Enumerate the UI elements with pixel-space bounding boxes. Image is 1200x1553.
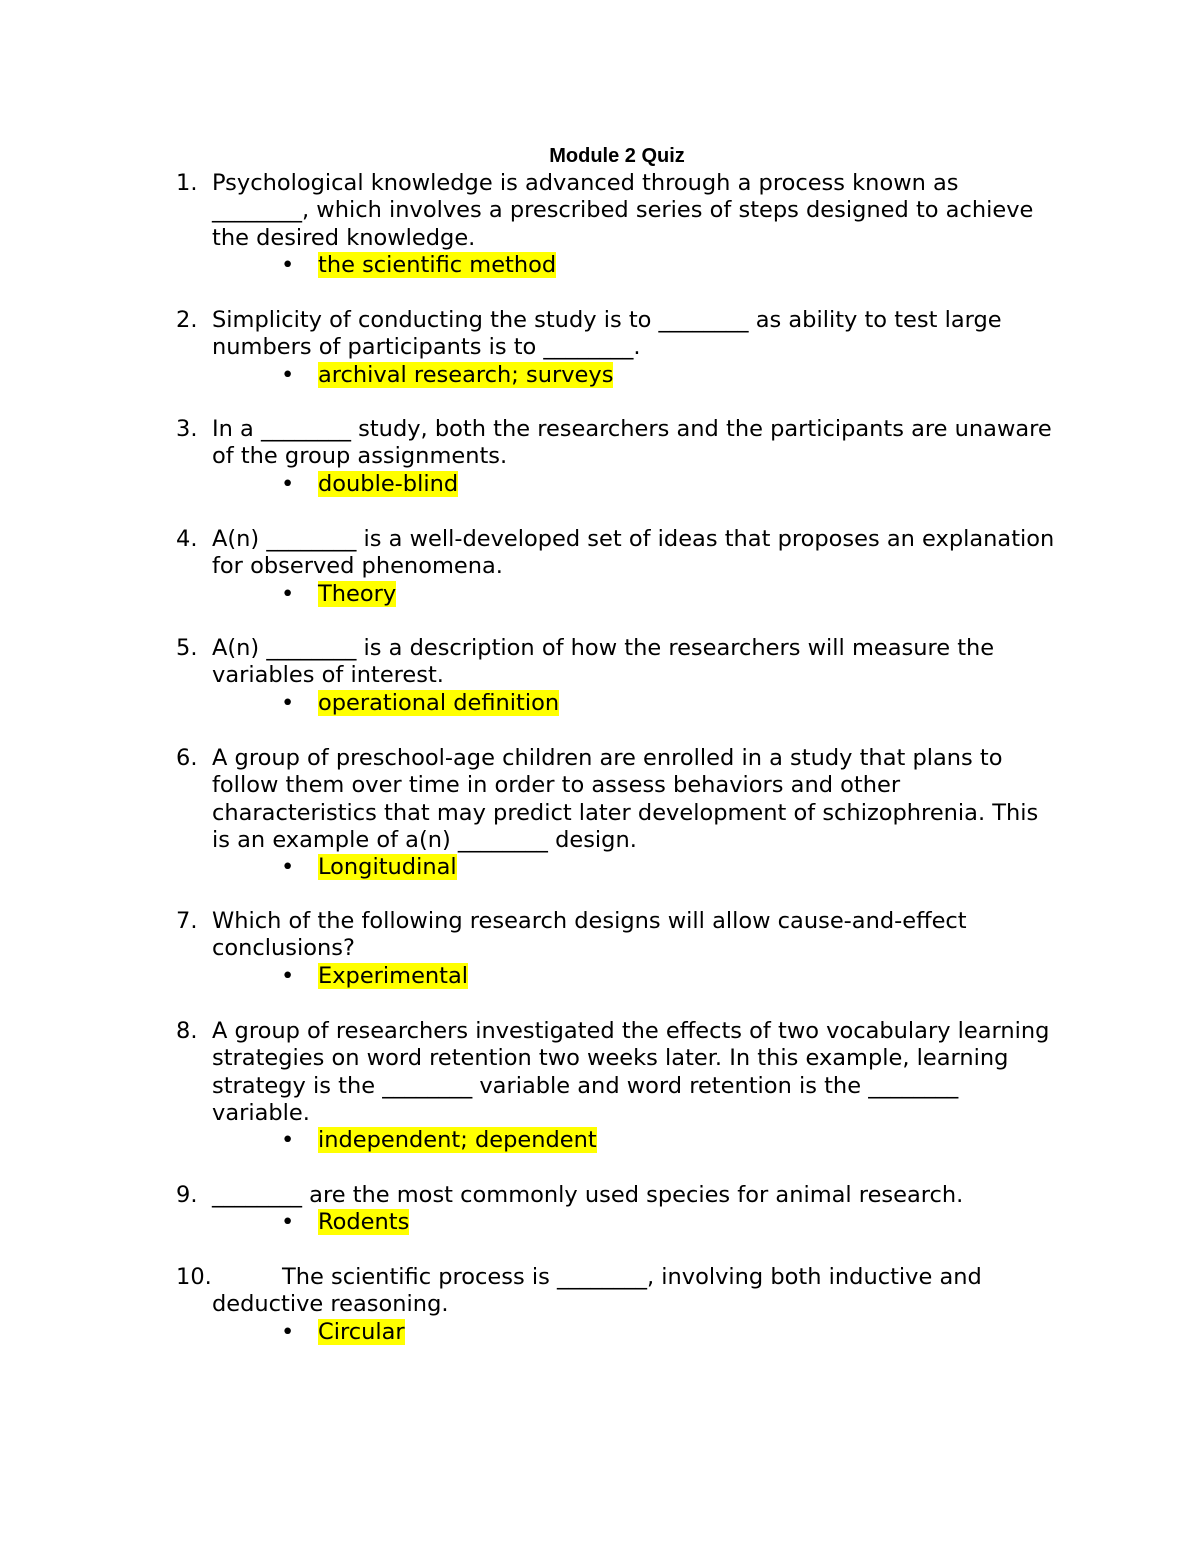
question-9 bbox=[176, 1182, 1056, 1209]
answer-5 bbox=[281, 690, 559, 717]
answer-8 bbox=[281, 1127, 597, 1154]
bullet-icon: • bbox=[281, 1127, 295, 1153]
bullet-icon: • bbox=[281, 362, 295, 388]
bullet-icon: • bbox=[281, 1209, 295, 1235]
question-text: Simplicity of conducting the study is to ________ as ability to test large numbers of participants is to ________. bbox=[212, 307, 1002, 361]
answer-text: Experimental bbox=[318, 963, 469, 989]
answer-6 bbox=[281, 854, 457, 881]
answer-text: Rodents bbox=[318, 1209, 410, 1235]
question-text: Which of the following research designs will allow cause-and-effect conclusions? bbox=[212, 908, 967, 962]
question-text: A(n) ________ is a description of how the researchers will measure the variables of interest. bbox=[212, 635, 995, 689]
question-text: A group of researchers investigated the effects of two vocabulary learning strategies on word retention two weeks later. In this example, learning strategy is the ________ variable and word retention is the ________ variable. bbox=[212, 1018, 1050, 1126]
question-8 bbox=[176, 1018, 1056, 1127]
question-number: 3. bbox=[176, 416, 198, 442]
answer-2 bbox=[281, 362, 613, 389]
question-text: In a ________ study, both the researchers and the participants are unaware of the group assignments. bbox=[212, 416, 1052, 470]
question-text: A(n) ________ is a well-developed set of ideas that proposes an explanation for observed phenomena. bbox=[212, 526, 1055, 580]
question-text: ________ are the most commonly used species for animal research. bbox=[212, 1182, 964, 1208]
question-number: 8. bbox=[176, 1018, 198, 1044]
question-number: 4. bbox=[176, 526, 198, 552]
answer-text: Longitudinal bbox=[318, 854, 457, 880]
bullet-icon: • bbox=[281, 471, 295, 497]
answer-text: the scientific method bbox=[318, 252, 557, 278]
answer-1 bbox=[281, 252, 556, 279]
page-title: Module 2 Quiz bbox=[549, 145, 685, 167]
answer-7 bbox=[281, 963, 468, 990]
question-number: 1. bbox=[176, 170, 198, 196]
question-3 bbox=[176, 416, 1056, 471]
question-7 bbox=[176, 908, 1056, 963]
question-5 bbox=[176, 635, 1056, 690]
question-number: 9. bbox=[176, 1182, 198, 1208]
question-1 bbox=[176, 170, 1056, 252]
bullet-icon: • bbox=[281, 963, 295, 989]
question-4 bbox=[176, 526, 1056, 581]
answer-text: Theory bbox=[318, 581, 397, 607]
bullet-icon: • bbox=[281, 581, 295, 607]
question-number: 7. bbox=[176, 908, 198, 934]
question-number: 2. bbox=[176, 307, 198, 333]
bullet-icon: • bbox=[281, 1319, 295, 1345]
answer-text: archival research; surveys bbox=[318, 362, 614, 388]
answer-9 bbox=[281, 1209, 409, 1236]
question-number: 5. bbox=[176, 635, 198, 661]
answer-4 bbox=[281, 581, 396, 608]
bullet-icon: • bbox=[281, 854, 295, 880]
answer-3 bbox=[281, 471, 458, 498]
question-number: 10. bbox=[176, 1264, 212, 1290]
question-text: The scientific process is ________, involving both inductive and deductive reasoning. bbox=[212, 1264, 982, 1318]
question-text: A group of preschool-age children are enrolled in a study that plans to follow them over time in order to assess behaviors and other characteristics that may predict later development of schizophrenia. This is an example of a(n) ________ design. bbox=[212, 745, 1039, 853]
bullet-icon: • bbox=[281, 690, 295, 716]
answer-text: Circular bbox=[318, 1319, 405, 1345]
question-number: 6. bbox=[176, 745, 198, 771]
answer-text: double-blind bbox=[318, 471, 459, 497]
bullet-icon: • bbox=[281, 252, 295, 278]
question-10 bbox=[176, 1264, 1056, 1319]
answer-10 bbox=[281, 1319, 405, 1346]
question-2 bbox=[176, 307, 1056, 362]
answer-text: operational definition bbox=[318, 690, 560, 716]
answer-text: independent; dependent bbox=[318, 1127, 597, 1153]
question-text: Psychological knowledge is advanced through a process known as ________, which involves a prescribed series of steps designed to achieve the desired knowledge. bbox=[212, 170, 1034, 251]
question-6 bbox=[176, 745, 1056, 854]
